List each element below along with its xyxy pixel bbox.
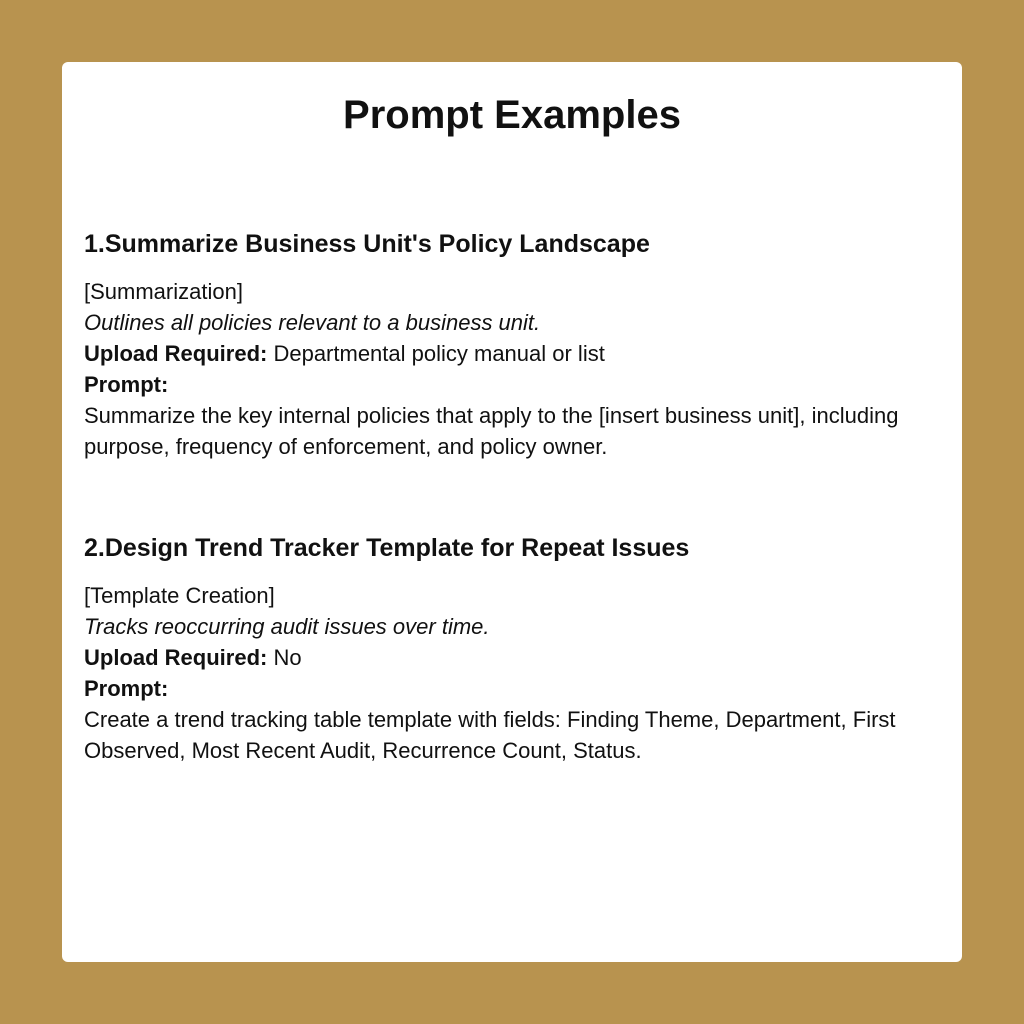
example-category: [Template Creation]: [84, 583, 275, 608]
prompt-text: Summarize the key internal policies that apply to the [insert business unit], including purpose, frequency of enforcement, and policy owner.: [84, 403, 899, 459]
upload-required-value: Departmental policy manual or list: [267, 341, 605, 366]
upload-required-row: [84, 338, 924, 369]
upload-required-label: Upload Required:: [84, 645, 268, 670]
upload-required-label: Upload Required:: [84, 341, 268, 366]
example-heading: 2.Design Trend Tracker Template for Repeat Issues: [84, 534, 690, 562]
example-description: Outlines all policies relevant to a business unit.: [84, 310, 541, 335]
prompt-label: Prompt:: [84, 676, 169, 701]
example-description: Tracks reoccurring audit issues over time.: [84, 614, 490, 639]
example-category: [Summarization]: [84, 279, 243, 304]
prompt-example-1: [84, 228, 924, 462]
upload-required-value: No: [267, 645, 302, 670]
prompt-example-2: [84, 532, 924, 766]
content-card: [62, 62, 962, 962]
prompt-label: Prompt:: [84, 372, 169, 397]
prompt-text: Create a trend tracking table template with fields: Finding Theme, Department, First Observed, Most Recent Audit, Recurrence Count, Status.: [84, 707, 896, 763]
upload-required-row: [84, 642, 924, 673]
page-title: Prompt Examples: [343, 93, 681, 137]
example-heading: 1.Summarize Business Unit's Policy Landscape: [84, 230, 650, 258]
